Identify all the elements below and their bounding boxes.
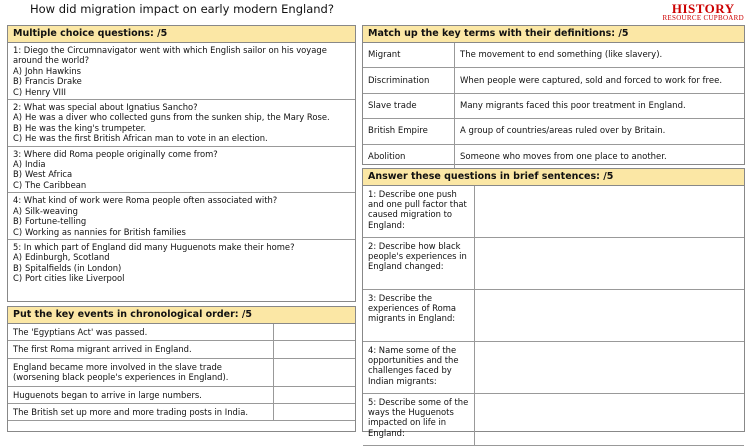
event-text: The 'Egyptians Act' was passed. — [8, 324, 274, 340]
brief-row — [363, 394, 744, 446]
mc-question — [8, 193, 355, 240]
mc-option[interactable] — [13, 252, 350, 262]
option-text: The Caribbean — [25, 179, 87, 190]
brief-question: 3: Describe the experiences of Roma migrants in England: — [363, 290, 475, 341]
multiple-choice-panel — [7, 25, 356, 302]
mc-question — [8, 147, 355, 194]
match-row — [363, 94, 744, 119]
event-row — [8, 359, 355, 387]
option-text: Fortune-telling — [25, 216, 87, 227]
mc-option[interactable] — [13, 206, 350, 216]
match-row — [363, 119, 744, 144]
option-text: Edinburgh, Scotland — [25, 252, 110, 263]
logo-line-2: RESOURCE CUPBOARD — [662, 14, 744, 22]
order-answer-box[interactable] — [274, 324, 355, 340]
brief-answer-box[interactable] — [475, 186, 744, 237]
match-row — [363, 43, 744, 68]
option-letter: C) — [13, 86, 23, 97]
event-text: The first Roma migrant arrived in England. — [8, 341, 274, 357]
event-row — [8, 404, 355, 421]
definition[interactable]: Someone who moves from one place to another. — [460, 151, 667, 162]
mc-option[interactable] — [13, 227, 350, 237]
brief-answer-box[interactable] — [475, 290, 744, 341]
option-letter: C) — [13, 273, 23, 284]
brief-heading: Answer these questions in brief sentences: /5 — [363, 169, 744, 186]
event-row — [8, 387, 355, 404]
event-row — [8, 341, 355, 358]
mc-question-stem: 3: Where did Roma people originally come from? — [13, 148, 218, 159]
key-term[interactable]: Slave trade — [363, 94, 455, 118]
mc-option[interactable] — [13, 263, 350, 273]
event-text: The British set up more and more trading posts in India. — [8, 404, 274, 420]
event-text: England became more involved in the slave trade (worsening black people's experiences in England). — [8, 359, 274, 386]
key-term[interactable]: Discrimination — [363, 68, 455, 92]
option-text: He was a diver who collected guns from the sunken ship, the Mary Rose. — [25, 112, 330, 123]
brief-question: 1: Describe one push and one pull factor that caused migration to England: — [363, 186, 475, 237]
option-letter: C) — [13, 226, 23, 237]
brief-answer-box[interactable] — [475, 342, 744, 393]
option-letter: A) — [13, 159, 22, 170]
option-letter: C) — [13, 179, 23, 190]
option-text: Working as nannies for British families — [25, 226, 186, 237]
logo-line-1: HISTORY — [671, 1, 735, 16]
option-text: He was the king's trumpeter. — [25, 122, 147, 133]
chronological-heading: Put the key events in chronological order: /5 — [8, 307, 355, 324]
brief-question: 5: Describe some of the ways the Huguenots impacted on life in England: — [363, 394, 475, 445]
mc-option[interactable] — [13, 133, 350, 143]
option-text: Henry VIII — [25, 86, 66, 97]
option-text: West Africa — [25, 169, 73, 180]
brief-row — [363, 238, 744, 290]
multiple-choice-heading: Multiple choice questions: /5 — [8, 26, 355, 43]
mc-question-stem: 1: Diego the Circumnavigator went with which English sailor on his voyage around the world? — [13, 45, 327, 66]
order-answer-box[interactable] — [274, 341, 355, 357]
option-letter: B) — [13, 169, 23, 180]
mc-option[interactable] — [13, 112, 350, 122]
order-answer-box[interactable] — [274, 404, 355, 420]
brief-answer-box[interactable] — [475, 394, 744, 445]
match-row — [363, 145, 744, 169]
brief-question: 4: Name some of the opportunities and the challenges faced by Indian migrants: — [363, 342, 475, 393]
order-answer-box[interactable] — [274, 359, 355, 386]
key-term[interactable]: British Empire — [363, 119, 455, 143]
brief-question: 2: Describe how black people's experiences in England changed: — [363, 238, 475, 289]
option-text: John Hawkins — [25, 65, 81, 76]
mc-question-stem: 5: In which part of England did many Huguenots make their home? — [13, 241, 295, 252]
option-letter: A) — [13, 252, 22, 263]
history-logo — [662, 2, 744, 22]
match-heading: Match up the key terms with their definitions: /5 — [363, 26, 744, 43]
option-letter: B) — [13, 76, 23, 87]
definition[interactable]: A group of countries/areas ruled over by Britain. — [460, 126, 666, 137]
option-text: Port cities like Liverpool — [25, 273, 125, 284]
page-title: How did migration impact on early modern England? — [30, 2, 334, 16]
mc-option[interactable] — [13, 123, 350, 133]
mc-question — [8, 43, 355, 100]
definition[interactable]: Many migrants faced this poor treatment in England. — [460, 100, 686, 111]
order-answer-box[interactable] — [274, 387, 355, 403]
option-letter: B) — [13, 122, 23, 133]
key-term[interactable]: Abolition — [363, 145, 455, 169]
brief-answers-panel — [362, 168, 745, 438]
option-letter: A) — [13, 112, 22, 123]
mc-question-stem: 4: What kind of work were Roma people often associated with? — [13, 195, 278, 206]
mc-option[interactable] — [13, 180, 350, 190]
event-text: Huguenots began to arrive in large numbers. — [8, 387, 274, 403]
mc-question-stem: 2: What was special about Ignatius Sancho? — [13, 102, 198, 113]
mc-question — [8, 100, 355, 147]
mc-option[interactable] — [13, 169, 350, 179]
event-row — [8, 324, 355, 341]
mc-option[interactable] — [13, 159, 350, 169]
brief-row — [363, 186, 744, 238]
definition[interactable]: The movement to end something (like slavery). — [460, 50, 663, 61]
mc-option[interactable] — [13, 273, 350, 283]
option-text: Francis Drake — [25, 76, 82, 87]
key-term[interactable]: Migrant — [363, 43, 455, 67]
option-letter: B) — [13, 216, 23, 227]
brief-row — [363, 290, 744, 342]
option-text: Silk-weaving — [25, 205, 78, 216]
chronological-order-panel — [7, 306, 356, 432]
mc-option[interactable] — [13, 87, 350, 97]
mc-option[interactable] — [13, 76, 350, 86]
definition[interactable]: When people were captured, sold and forced to work for free. — [460, 75, 723, 86]
option-text: He was the first British African man to vote in an election. — [25, 133, 268, 144]
option-letter: C) — [13, 133, 23, 144]
match-terms-panel — [362, 25, 745, 165]
mc-option[interactable] — [13, 216, 350, 226]
brief-row — [363, 342, 744, 394]
option-letter: B) — [13, 262, 23, 273]
mc-option[interactable] — [13, 66, 350, 76]
option-text: India — [25, 159, 46, 170]
option-letter: A) — [13, 65, 22, 76]
option-letter: A) — [13, 205, 22, 216]
option-text: Spitalfields (in London) — [25, 262, 122, 273]
mc-question — [8, 240, 355, 286]
brief-answer-box[interactable] — [475, 238, 744, 289]
match-row — [363, 68, 744, 93]
